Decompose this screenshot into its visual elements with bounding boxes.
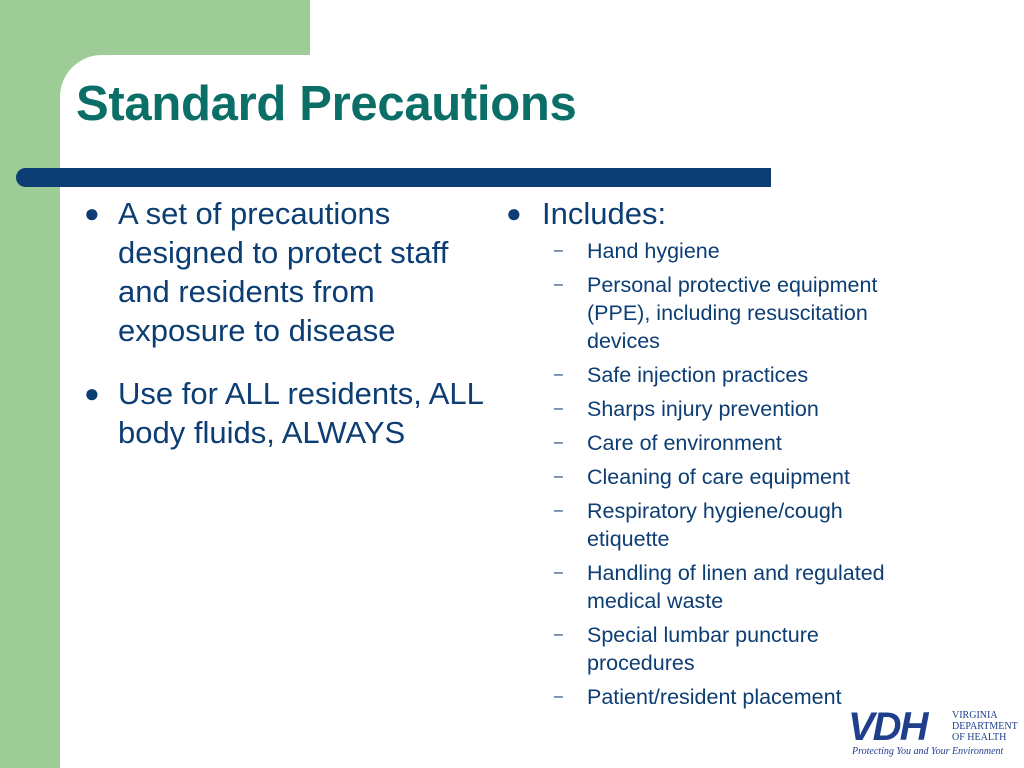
logo-line: DEPARTMENT (952, 721, 1018, 732)
list-item-text: Cleaning of care equipment (587, 465, 850, 489)
vdh-logo (848, 706, 1018, 760)
logo-line: VIRGINIA (952, 710, 998, 721)
bullet-icon: ● (506, 198, 522, 228)
dash-icon: – (554, 400, 563, 417)
list-item (502, 395, 912, 423)
dash-icon: – (554, 626, 563, 643)
list-item (502, 429, 912, 457)
dash-icon: – (554, 564, 563, 581)
bullet-icon: ● (84, 378, 100, 408)
left-column (80, 194, 500, 476)
dash-icon: – (554, 242, 563, 259)
list-item (502, 271, 912, 355)
list-item-text: Respiratory hygiene/cough etiquette (587, 499, 843, 551)
list-item (502, 237, 912, 265)
logo-wordmark (952, 710, 1018, 743)
logo-mark: VDH (848, 705, 927, 749)
list-item-text: Hand hygiene (587, 239, 720, 263)
dash-icon: – (554, 366, 563, 383)
list-item (502, 463, 912, 491)
slide-title: Standard Precautions (76, 77, 577, 131)
list-item (502, 621, 912, 677)
includes-label: Includes: (542, 196, 667, 231)
logo-tagline: Protecting You and Your Environment (852, 746, 1004, 757)
includes-list (502, 237, 912, 711)
dash-icon: – (554, 468, 563, 485)
left-bullet (80, 194, 500, 350)
list-item-text: Sharps injury prevention (587, 397, 819, 421)
list-item-text: Personal protective equipment (PPE), including resuscitation devices (587, 273, 878, 353)
list-item-text: Handling of linen and regulated medical waste (587, 561, 885, 613)
left-green-band (0, 0, 60, 768)
bullet-icon: ● (84, 198, 100, 228)
logo-line: OF HEALTH (952, 732, 1007, 743)
dash-icon: – (554, 502, 563, 519)
bullet-text: A set of precautions designed to protect staff and residents from exposure to disease (118, 196, 449, 348)
bullet-text: Use for ALL residents, ALL body fluids, ALWAYS (118, 376, 483, 450)
list-item-text: Care of environment (587, 431, 782, 455)
dash-icon: – (554, 688, 563, 705)
list-item-text: Patient/resident placement (587, 685, 842, 709)
list-item-text: Special lumbar puncture procedures (587, 623, 819, 675)
right-column (502, 194, 912, 717)
dash-icon: – (554, 434, 563, 451)
list-item (502, 361, 912, 389)
list-item (502, 559, 912, 615)
includes-heading (502, 194, 912, 233)
dash-icon: – (554, 276, 563, 293)
left-bullet (80, 374, 500, 452)
list-item-text: Safe injection practices (587, 363, 809, 387)
title-rule (16, 168, 771, 187)
list-item (502, 497, 912, 553)
